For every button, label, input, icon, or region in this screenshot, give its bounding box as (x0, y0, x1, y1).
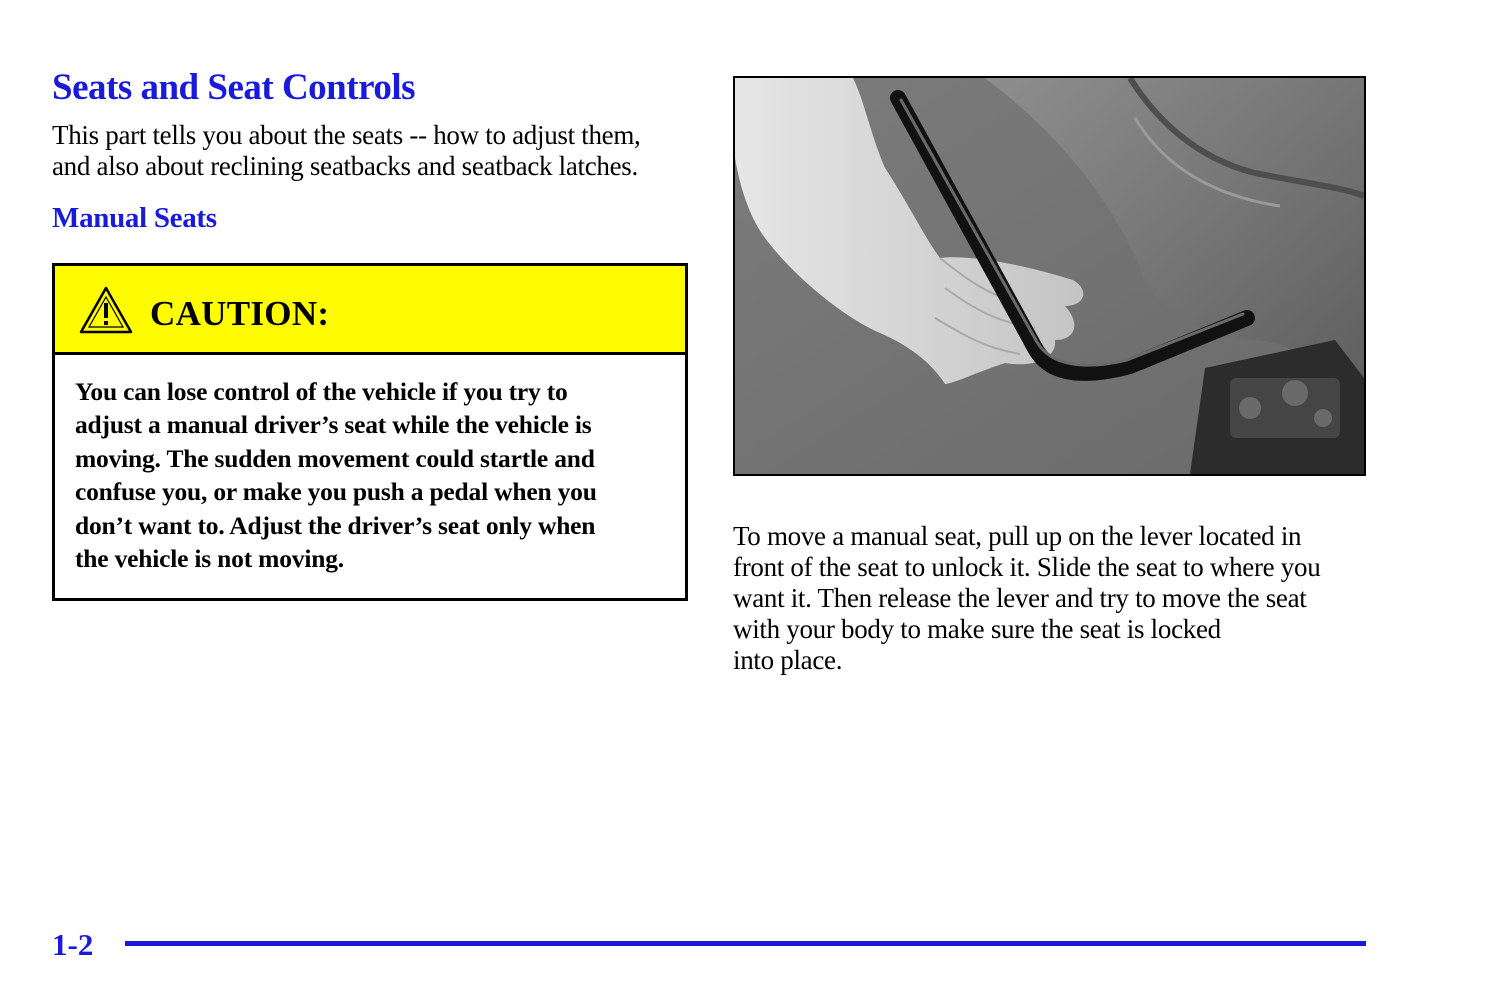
instructions-paragraph (733, 521, 1393, 676)
instruction-line: want it. Then release the lever and try to move the seat (733, 583, 1307, 613)
seat-lever-photo (733, 76, 1366, 476)
caution-line: moving. The sudden movement could startle and (75, 443, 595, 473)
caution-box (52, 263, 688, 601)
caution-line: the vehicle is not moving. (75, 544, 344, 574)
seat-lever-illustration (735, 78, 1364, 474)
section-title: Seats and Seat Controls (52, 67, 415, 108)
caution-line: You can lose control of the vehicle if you try to (75, 377, 568, 406)
footer-rule (125, 941, 1366, 946)
intro-paragraph (52, 120, 712, 182)
instruction-line: with your body to make sure the seat is locked (733, 614, 1221, 644)
instruction-line: To move a manual seat, pull up on the lever located in (733, 521, 1302, 551)
caution-label: CAUTION: (150, 294, 330, 333)
warning-triangle-icon (79, 286, 133, 334)
caution-text (55, 355, 685, 575)
intro-line: This part tells you about the seats -- how to adjust them, (52, 120, 641, 150)
caution-line: don’t want to. Adjust the driver’s seat only when (75, 510, 596, 540)
manual-seats-heading: Manual Seats (52, 202, 217, 234)
intro-line: and also about reclining seatbacks and seatback latches. (52, 151, 638, 181)
caution-header (55, 266, 685, 355)
caution-line: confuse you, or make you push a pedal when you (75, 477, 597, 507)
page-number: 1-2 (52, 927, 94, 962)
instruction-line: front of the seat to unlock it. Slide the seat to where you (733, 552, 1321, 582)
instruction-line: into place. (733, 645, 843, 675)
caution-line: adjust a manual driver’s seat while the vehicle is (75, 410, 592, 440)
